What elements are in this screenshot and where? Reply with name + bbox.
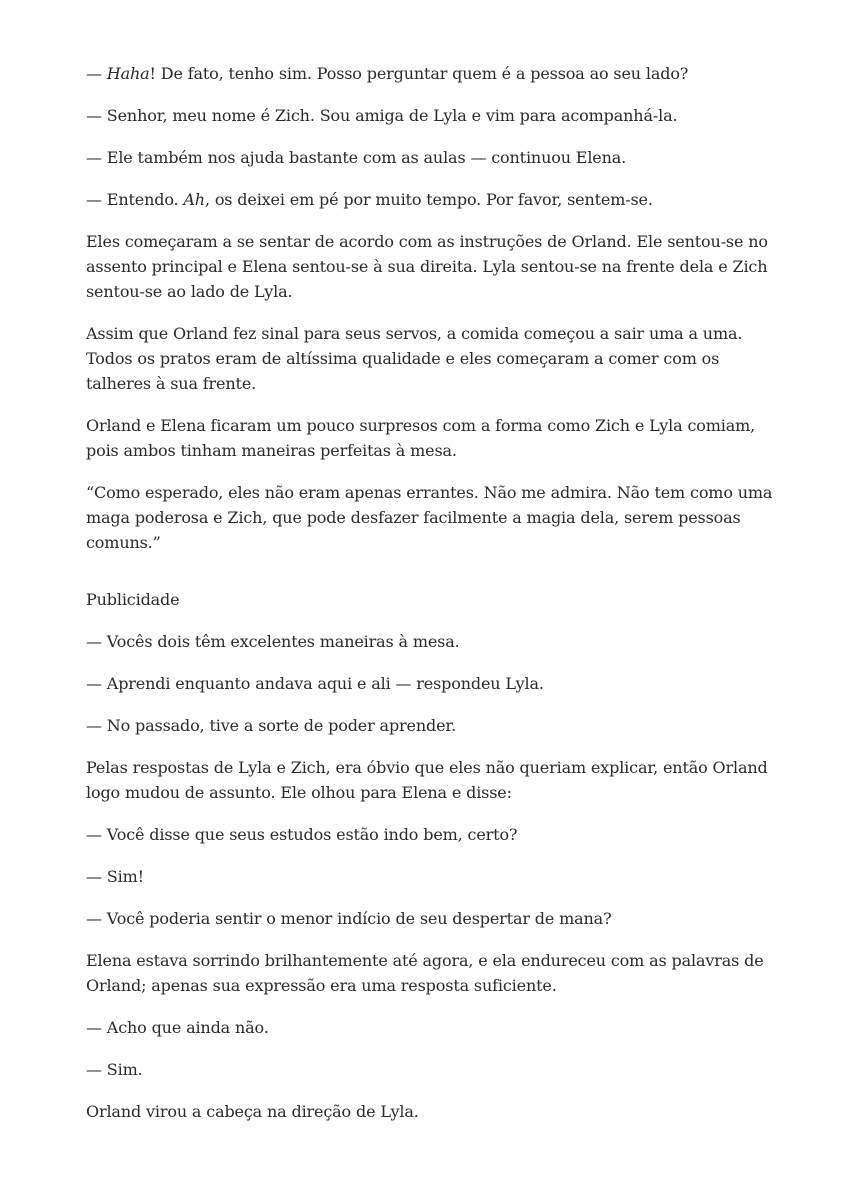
paragraph: — No passado, tive a sorte de poder aprender. <box>86 716 457 735</box>
document-page <box>86 61 786 1141</box>
paragraph: Orland virou a cabeça na direção de Lyla. <box>86 1102 419 1121</box>
paragraph: — Você disse que seus estudos estão indo bem, certo? <box>86 825 518 844</box>
paragraph: — Senhor, meu nome é Zich. Sou amiga de Lyla e vim para acompanhá-la. <box>86 106 678 125</box>
dialogue-dash: — <box>86 64 107 83</box>
paragraph-text: , os deixei em pé por muito tempo. Por favor, sentem-se. <box>204 190 653 209</box>
paragraph-text: — Entendo. <box>86 190 184 209</box>
paragraph <box>86 187 786 212</box>
paragraph: — Sim. <box>86 1060 143 1079</box>
italic-text: Ah <box>183 190 205 209</box>
paragraph: — Acho que ainda não. <box>86 1018 269 1037</box>
advertisement-label: Publicidade <box>86 590 180 609</box>
paragraph: Assim que Orland fez sinal para seus servos, a comida começou a sair uma a uma. Todos os pratos eram de altíssima qualidade e eles começaram a comer com os talheres à sua frente. <box>86 324 743 393</box>
paragraph: — Aprendi enquanto andava aqui e ali — respondeu Lyla. <box>86 674 544 693</box>
paragraph-text: ! De fato, tenho sim. Posso perguntar quem é a pessoa ao seu lado? <box>149 64 689 83</box>
paragraph: Orland e Elena ficaram um pouco surpresos com a forma como Zich e Lyla comiam, pois ambos tinham maneiras perfeitas à mesa. <box>86 416 756 460</box>
paragraph: — Ele também nos ajuda bastante com as aulas — continuou Elena. <box>86 148 627 167</box>
paragraph: Eles começaram a se sentar de acordo com as instruções de Orland. Ele sentou-se no assento principal e Elena sentou-se à sua direita. Lyla sentou-se na frente dela e Zich sentou-se ao lado de Lyla. <box>86 232 768 301</box>
paragraph: Pelas respostas de Lyla e Zich, era óbvio que eles não queriam explicar, então Orland logo mudou de assunto. Ele olhou para Elena e disse: <box>86 758 768 802</box>
paragraph: “Como esperado, eles não eram apenas errantes. Não me admira. Não tem como uma maga poderosa e Zich, que pode desfazer facilmente a magia dela, serem pessoas comuns.” <box>86 483 773 552</box>
paragraph: — Você poderia sentir o menor indício de seu despertar de mana? <box>86 909 612 928</box>
paragraph: Elena estava sorrindo brilhantemente até agora, e ela endureceu com as palavras de Orland; apenas sua expressão era uma resposta suficiente. <box>86 951 764 995</box>
italic-text: Haha <box>106 64 150 83</box>
paragraph: — Vocês dois têm excelentes maneiras à mesa. <box>86 632 460 651</box>
paragraph <box>86 61 786 86</box>
paragraph: — Sim! <box>86 867 144 886</box>
